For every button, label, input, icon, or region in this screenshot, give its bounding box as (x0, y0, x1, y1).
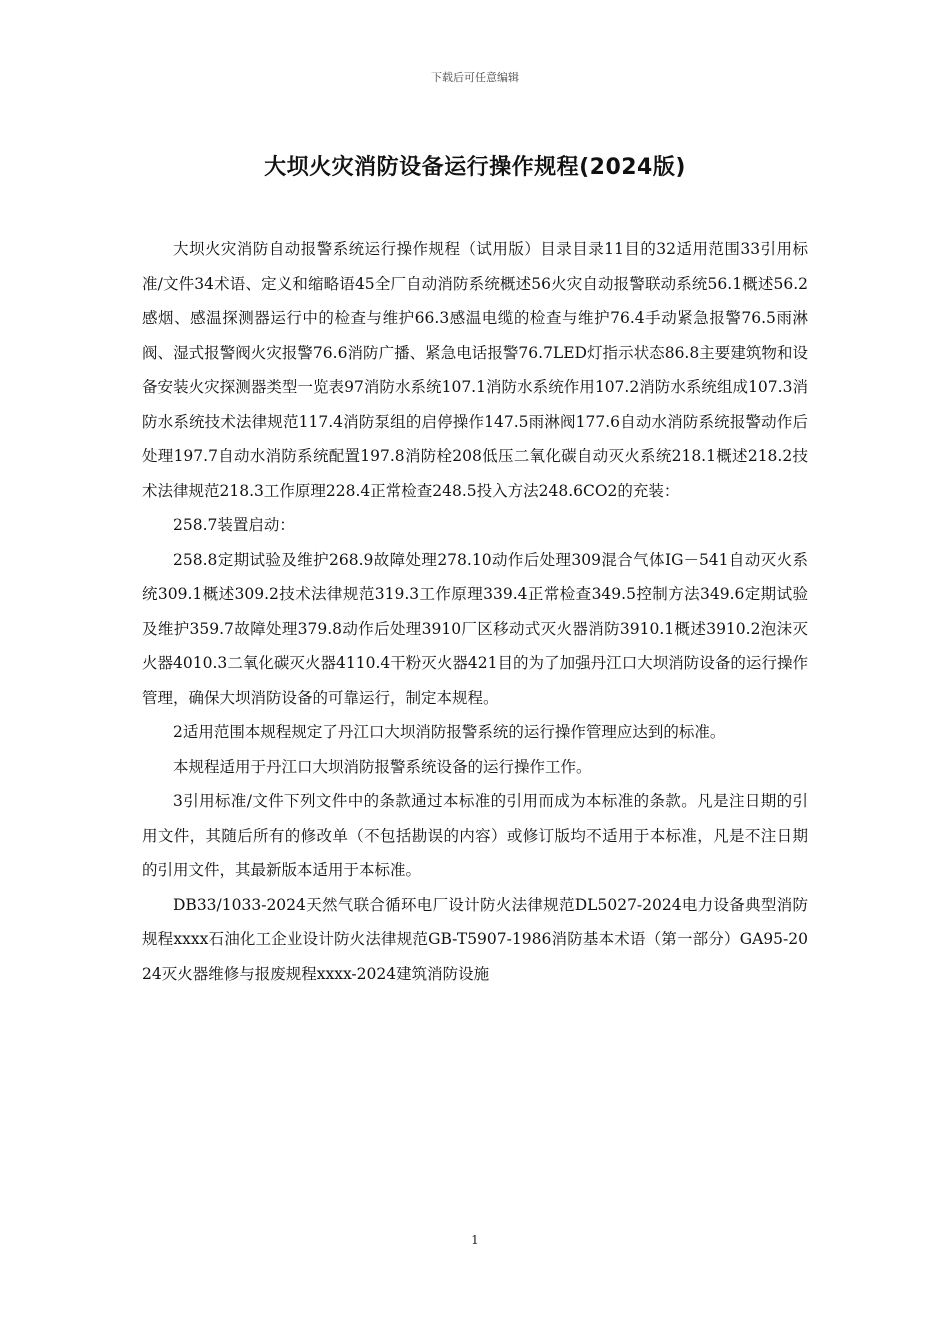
paragraph-device-startup: 258.7装置启动： (173, 516, 295, 534)
paragraph-scope: 2适用范围本规程规定了丹江口大坝消防报警系统的运行操作管理应达到的标准。 (173, 723, 726, 741)
paragraph-applicability: 本规程适用于丹江口大坝消防报警系统设备的运行操作工作。 (173, 757, 592, 776)
paragraph-toc-continued: 258.8定期试验及维护268.9故障处理278.10动作后处理309混合气体IG－541自动灭火系统309.1概述309.2技术法律规范319.3工作原理339.4正常检查349.5控制方法349.6定期试验及维护359.7故障处理379.8动作后处理3910厂区移动式灭火器消防3910.1概述3910.2泡沫灭火器4010.3二氧化碳灭火器4110.4干粉灭火器421目的为了加强丹江口大坝消防设备的运行操作管理，确保大坝消防设备的可靠运行，制定本规程。 (142, 550, 808, 707)
paragraph-referenced-standards: 3引用标准/文件下列文件中的条款通过本标准的引用而成为本标准的条款。凡是注日期的引用文件，其随后所有的修改单（不包括勘误的内容）或修订版均不适用于本标准，凡是不注日期的引用文件，其最新版本适用于本标准。 (142, 792, 808, 879)
document-body (142, 232, 808, 991)
header-note: 下载后可任意编辑 (431, 71, 519, 84)
paragraph-table-of-contents: 大坝火灾消防自动报警系统运行操作规程（试用版）目录目录11目的32适用范围33引用标准/文件34术语、定义和缩略语45全厂自动消防系统概述56火灾自动报警联动系统56.1概述56.2感烟、感温探测器运行中的检查与维护66.3感温电缆的检查与维护76.4手动紧急报警76.5雨淋阀、湿式报警阀火灾报警76.6消防广播、紧急电话报警76.7LED灯指示状态86.8主要建筑物和设备安装火灾探测器类型一览表97消防水系统107.1消防水系统作用107.2消防水系统组成107.3消防水系统技术法律规范117.4消防泵组的启停操作147.5雨淋阀177.6自动水消防系统报警动作后处理197.7自动水消防系统配置197.8消防栓208低压二氧化碳自动灭火系统218.1概述218.2技术法律规范218.3工作原理228.4正常检查248.5投入方法248.6CO2的充装： (142, 240, 808, 500)
page-number: 1 (471, 1233, 479, 1247)
paragraph-standards-list: DB33/1033-2024天然气联合循环电厂设计防火法律规范DL5027-2024电力设备典型消防规程xxxx石油化工企业设计防火法律规范GB-T5907-1986消防基本术语（第一部分）GA95-2024灭火器维修与报废规程xxxx-2024建筑消防设施 (142, 895, 808, 983)
document-title: 大坝火灾消防设备运行操作规程(2024版) (264, 155, 686, 180)
